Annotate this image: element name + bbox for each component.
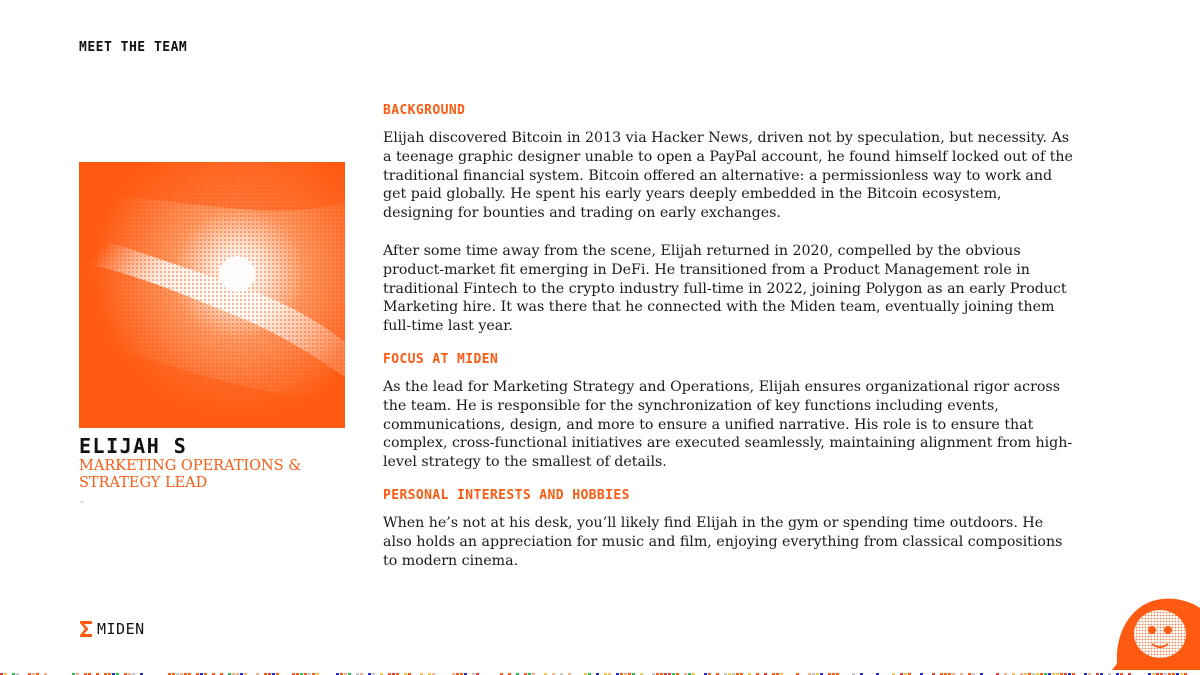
- portrait-photo-icon: [79, 162, 345, 428]
- person-role: MARKETING OPERATIONS & STRATEGY LEAD: [79, 458, 302, 491]
- miden-sigma-icon: [79, 620, 93, 638]
- person-name: ELIJAH S: [79, 434, 188, 458]
- focus-heading: FOCUS AT MIDEN: [383, 351, 499, 367]
- astronaut-halftone-icon: [1108, 590, 1200, 670]
- focus-paragraph: As the lead for Marketing Strategy and Operations, Elijah ensures organizational rigor across the team. He is responsible for the synchronization of key functions including events, communications, design, and more to ensure a unified narrative. His role is to ensure that complex, cross-functional initiatives are executed seamlessly, maintaining alignment from high-level strategy to the smallest of details.: [383, 378, 1073, 471]
- background-heading: BACKGROUND: [383, 103, 466, 118]
- brand-logo: [79, 620, 145, 638]
- interests-heading: PERSONAL INTERESTS AND HOBBIES: [383, 487, 630, 503]
- brand-name: MIDEN: [97, 620, 145, 638]
- interests-paragraph: When he’s not at his desk, you’ll likely find Elijah in the gym or spending time outdoors. He also holds an appreciation for music and film, enjoying everything from classical compositions to modern cinema.: [383, 514, 1063, 569]
- background-paragraph-2: After some time away from the scene, Elijah returned in 2020, compelled by the obvious product-market fit emerging in DeFi. He transitioned from a Product Management role in traditional Fintech to the crypto industry full-time in 2022, joining Polygon as an early Product Marketing hire. It was there that he connected with the Miden team, eventually joining them full-time last year.: [383, 242, 1067, 335]
- section-label: MEET THE TEAM: [79, 40, 188, 55]
- background-paragraph-1: Elijah discovered Bitcoin in 2013 via Hacker News, driven not by speculation, but necessity. As a teenage graphic designer unable to open a PayPal account, he found himself locked out of the traditional financial system. Bitcoin offered an alternative: a permissionless way to work and get paid globally. He spent his early years deeply embedded in the Bitcoin ecosystem, designing for bounties and trading on early exchanges.: [383, 130, 1073, 222]
- profile-photo: [79, 162, 345, 428]
- decorative-pixel-strip: [0, 665, 1200, 675]
- bio-content: [383, 102, 1073, 570]
- role-dash: -: [79, 497, 86, 508]
